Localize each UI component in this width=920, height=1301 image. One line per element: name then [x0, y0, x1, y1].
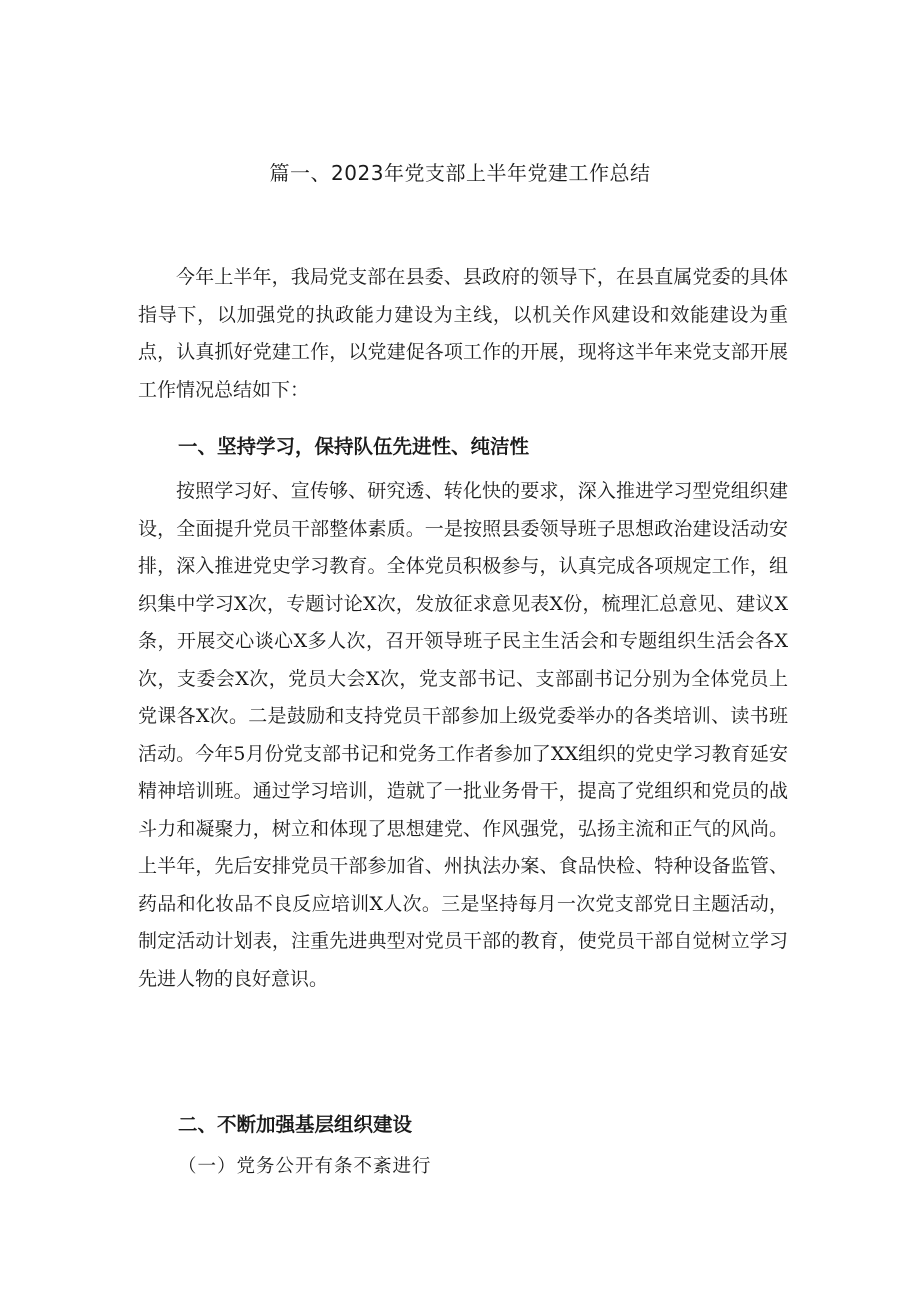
- section-1-paragraph: 按照学习好、宣传够、研究透、转化快的要求，深入推进学习型党组织建设，全面提升党员干部整体素质。一是按照县委领导班子思想政治建设活动安排，深入推进党史学习教育。全体党员积极参与，认真完成各项规定工作，组织集中学习X次，专题讨论X次，发放征求意见表X份，梳理汇总意见、建议X条，开展交心谈心X多人次，召开领导班子民主生活会和专题组织生活会各X次，支委会X次，党员大会X次，党支部书记、支部副书记分别为全体党员上党课各X次。二是鼓励和支持党员干部参加上级党委举办的各类培训、读书班活动。今年5月份党支部书记和党务工作者参加了XX组织的党史学习教育延安精神培训班。通过学习培训，造就了一批业务骨干，提高了党组织和党员的战斗力和凝聚力，树立和体现了思想建党、作风强党，弘扬主流和正气的风尚。上半年，先后安排党员干部参加省、州执法办案、食品快检、特种设备监管、药品和化妆品不良反应培训X人次。三是坚持每月一次党支部党日主题活动，制定活动计划表，注重先进典型对党员干部的教育，使党员干部自觉树立学习先进人物的良好意识。: [138, 480, 788, 990]
- section-2-subheading: （一）党务公开有条不紊进行: [178, 1156, 432, 1177]
- section-1-heading: 一、坚持学习，保持队伍先进性、纯洁性: [178, 435, 530, 458]
- section-2-heading: 二、不断加强基层组织建设: [178, 1113, 413, 1136]
- document-title: 篇一、2023年党支部上半年党建工作总结: [269, 161, 651, 185]
- intro-paragraph: 今年上半年，我局党支部在县委、县政府的领导下，在县直属党委的具体指导下，以加强党的执政能力建设为主线，以机关作风建设和效能建设为重点，认真抓好党建工作，以党建促各项工作的开展，现将这半年来党支部开展工作情况总结如下：: [138, 266, 788, 401]
